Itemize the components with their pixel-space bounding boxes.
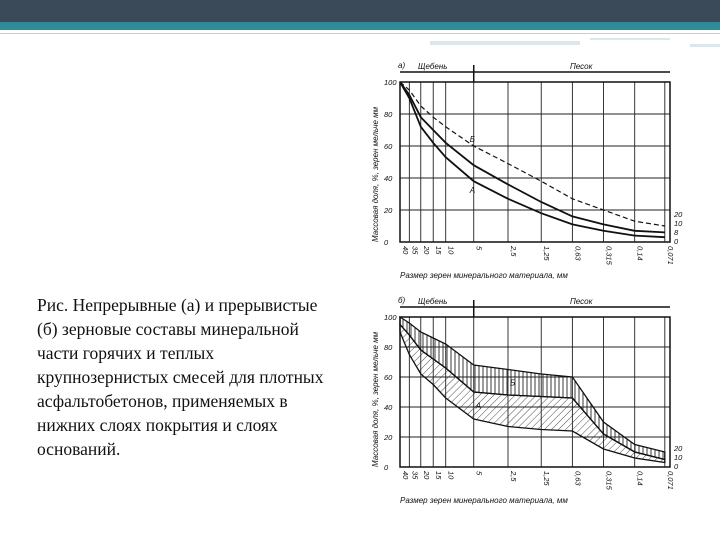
- y-tick-label: 100: [384, 78, 397, 87]
- chart-panel-b: [371, 296, 683, 505]
- right-tick-label: 10: [674, 219, 683, 228]
- y-tick-label: 80: [384, 110, 393, 119]
- y-tick-label: 0: [384, 238, 389, 247]
- zone-label-sand: Песок: [570, 62, 593, 71]
- x-tick-label: 1,25: [542, 471, 552, 486]
- x-tick-label: 20: [421, 471, 431, 480]
- right-tick-label: 0: [674, 462, 679, 471]
- x-tick-label: 1,25: [542, 246, 552, 261]
- chart-panel-a: [371, 61, 683, 280]
- y-tick-label: 80: [384, 343, 393, 352]
- y-tick-label: 0: [384, 463, 389, 472]
- series-line-Б: [400, 82, 665, 226]
- x-tick-label: 0,315: [604, 246, 614, 265]
- x-tick-label: 10: [446, 471, 456, 480]
- x-axis-label: Размер зерен минерального материала, мм: [400, 496, 568, 505]
- slide-top-bar: [0, 0, 720, 22]
- x-tick-label: 0,14: [635, 471, 645, 486]
- series-label-Б: Б: [510, 378, 516, 388]
- series-line-А: [400, 82, 665, 237]
- x-tick-label: 0,63: [573, 471, 583, 486]
- grain-composition-charts: [370, 52, 715, 522]
- slide-divider-line: [0, 33, 720, 34]
- x-tick-label: 0,63: [573, 246, 583, 261]
- right-tick-label: 8: [674, 228, 679, 237]
- series-label-А: А: [469, 186, 476, 196]
- series-label-А: А: [475, 401, 482, 411]
- decorative-stripe: [430, 41, 580, 45]
- x-tick-label: 2,5: [509, 471, 518, 482]
- x-tick-label: 0,14: [635, 246, 645, 261]
- x-tick-label: 40: [401, 471, 410, 480]
- right-tick-label: 20: [674, 210, 683, 219]
- figure-caption: Рис. Непрерывные (а) и прерывистые (б) зерновые составы минеральной части горячих и теплых крупнозернистых смесей для плотных асфальтобетонов, применяемых в нижних слоях покрытия и слоях оснований.: [37, 295, 324, 459]
- x-tick-label: 10: [446, 246, 456, 255]
- right-tick-label: 20: [674, 444, 683, 453]
- zone-label-gravel: Щебень: [418, 62, 448, 71]
- x-tick-label: 0,071: [665, 246, 675, 265]
- decorative-stripe: [590, 38, 670, 40]
- y-tick-label: 20: [384, 433, 393, 442]
- x-tick-label: 15: [434, 246, 444, 255]
- slide-accent-bar: [0, 22, 720, 30]
- x-axis-label: Размер зерен минерального материала, мм: [400, 271, 568, 280]
- y-tick-label: 20: [384, 206, 393, 215]
- y-tick-label: 60: [384, 373, 393, 382]
- y-tick-label: 60: [384, 142, 393, 151]
- panel-label: а): [398, 61, 406, 70]
- series-label-Б: Б: [469, 135, 475, 144]
- x-tick-label: 0,315: [604, 471, 614, 490]
- x-tick-label: 35: [410, 246, 420, 255]
- y-axis-label: Массовая доля, %, зерен мельче мм: [371, 106, 380, 242]
- y-axis-label: Массовая доля, %, зерен мельче мм: [371, 331, 380, 467]
- x-tick-label: 0,071: [665, 471, 675, 490]
- panel-label: б): [398, 296, 406, 305]
- y-tick-label: 40: [384, 403, 393, 412]
- x-tick-label: 40: [401, 246, 410, 255]
- plot-frame: [400, 82, 670, 242]
- right-tick-label: 0: [674, 237, 679, 246]
- y-tick-label: 100: [384, 313, 397, 322]
- zone-label-sand: Песок: [570, 297, 593, 306]
- x-tick-label: 5: [474, 246, 484, 251]
- zone-label-gravel: Щебень: [418, 297, 448, 306]
- x-tick-label: 20: [421, 246, 431, 255]
- x-tick-label: 15: [434, 471, 444, 480]
- y-tick-label: 40: [384, 174, 393, 183]
- right-tick-label: 10: [674, 453, 683, 462]
- x-tick-label: 2,5: [509, 246, 518, 257]
- x-tick-label: 35: [410, 471, 420, 480]
- x-tick-label: 5: [474, 471, 484, 476]
- decorative-stripe: [690, 44, 720, 47]
